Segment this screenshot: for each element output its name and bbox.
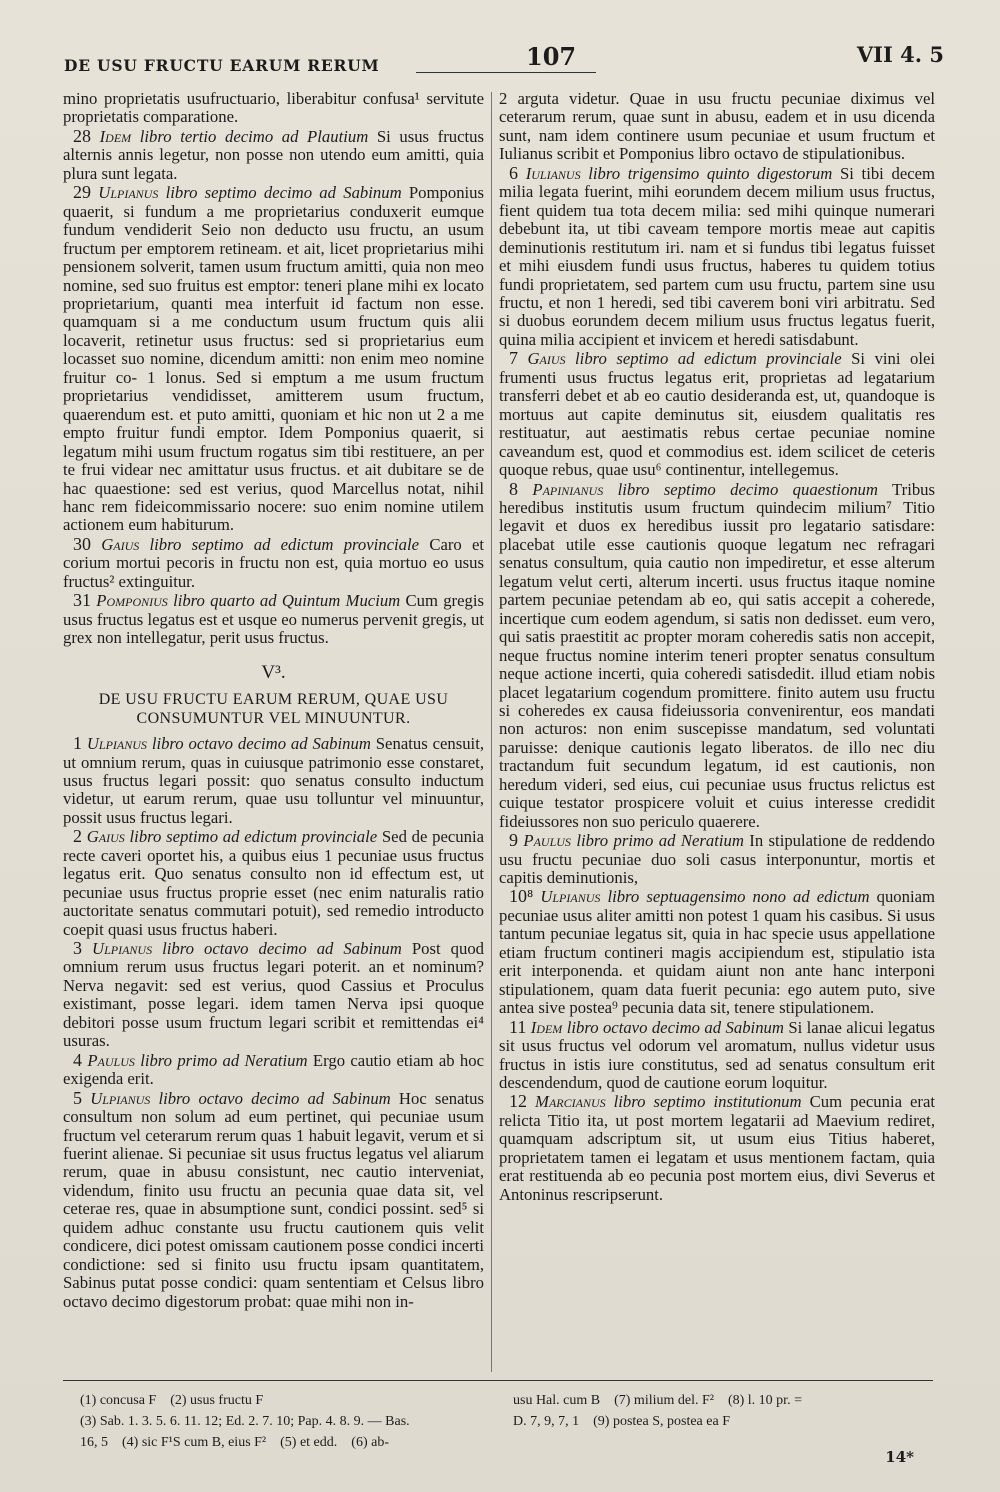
fragment-text: Cum pecunia erat relicta Titio ita, ut post mortem legatarii ad Maevium rediret, quamquam adscriptum sit, ut usum eius Titius haberet, proprietatem tamen ei legatam et usus mentionem factam, quia erat restituenda ab eo pecunia post mortem eius, divi Severus et Antoninus rescripserunt. [499,1092,936,1204]
fragment-text: Ergo cautio etiam ab hoc exigenda erit. [63,1050,485,1089]
fragment-author: Papinianus [532,479,604,499]
fragment [63,183,484,535]
fragment-number: 8 [509,478,518,499]
fragment-text: In stipulatione de reddendo usu fructu pecuniae duo soli casus interponuntur, mortis et capitis deminutionis, [499,831,936,888]
footnote: (8) l. 10 pr. = [727,1393,802,1408]
fragment-source: libro septimo decimo quaestionum [617,479,878,499]
fragment-text: Si lanae alicui legatus sit usus fructus vel odorum vel aromatum, nullus videtur usus fructus in istis iure constitutus, sed ad senatus consultum erit descendendum, quod de cautione eorum loquitur. [499,1017,936,1093]
fragment [499,164,935,350]
fragment-text: Senatus censuit, ut omnium rerum, quas in cuiusque patrimonio esse constaret, usus fructus legari possit: quo senatus consulto inductum videtur, ut earum rerum, quae usu tolluntur vel minuuntur, possit usus fructus legari. [63,734,485,827]
fragment-source: libro septimo ad edictum provinciale [129,827,378,847]
footnote: (2) usus fructu F [170,1393,264,1408]
fragment-author: Idem [99,126,132,146]
fragment-number: 2 [73,826,82,847]
fragment-source: libro primo ad Neratium [576,831,744,851]
fragment-author: Marcianus [535,1092,606,1112]
footnote: (3) Sab. 1. 3. 5. 6. 11. 12; Ed. 2. 7. 10; Pap. 4. 8. 9. — Bas. [80,1414,410,1429]
footnotes-left [80,1390,490,1453]
fragment [499,480,935,832]
fragment-source: libro septimo decimo ad Sabinum [165,183,402,203]
header-rule [416,72,596,73]
fragment-author: Iulianus [525,163,581,183]
fragment-text: Si usus fructus alternis annis legetur, non posse non utendo eum amitti, quia plura sunt legata. [63,126,484,183]
footnote-line [80,1390,490,1411]
fragment [63,939,484,1051]
fragment-author: Paulus [87,1050,135,1070]
fragment-text: Si vini olei frumenti usus fructus legatus erit, proprietas ad legatarium transferri debet et ab eo cautio desideranda est, ut, quandoque is mortuus aut capite deminutus sit, eiusdem qualitatis res restituatur, aut aestimatis rebus certae pecuniae nomine caveandum est, quod et commodius est. idem scilicet de ceteris quoque rebus, quae usu⁶ continentur, intellegemus. [499,349,936,480]
page-number: 107 [526,42,577,71]
left-column [63,90,484,1311]
footnote: (7) milium del. F² [614,1393,714,1408]
fragment-author: Gaius [86,827,125,847]
fragment-number: 10⁸ [509,886,534,907]
fragment-source: libro septimo institutionum [613,1092,802,1112]
fragment-number: 9 [509,830,518,851]
fragment-number: 4 [73,1049,82,1070]
fragment-number: 5 [73,1087,82,1108]
fragment-text: Post quod omnium rerum usus fructus legari poterit. an et nominum? Nerva negavit: sed est verius, quod Cassius et Proculus existimant, posse legari. idem tamen Nerva ipsi quoque debitori posse usum fructum legari scribit et remittendas ei⁴ usuras. [63,939,485,1051]
fragment-number: 29 [73,182,91,203]
section-number: V³. [261,661,286,683]
fragment [499,349,935,479]
fragment [63,591,484,647]
fragment-source: libro septuagensimo nono ad edictum [607,887,870,907]
fragment-text: Sed de pecunia recte caveri oportet his, a quibus eius 1 pecuniae usus fructus legatus erit. Quo senatus consulto non id effectum est, ut pecuniae usus fructus proprie esset (nec enim naturalis ratio auctoritate senatus commutari potuit), sed remedio introducto coepit quasi usus fructus haberi. [63,827,485,939]
signature-mark: 14* [885,1448,914,1466]
fragment-source: libro octavo decimo ad Sabinum [151,734,371,754]
fragment-number: 6 [509,162,518,183]
footnote: (4) sic F¹S cum B, eius F² [122,1435,267,1450]
paragraph-continuation: mino proprietatis usufructuario, liberabitur confusa¹ servitute proprietatis comparatione. [63,89,484,127]
fragment-author: Paulus [523,831,571,851]
footnote: (5) et edd. [280,1435,338,1450]
fragment-text: Si tibi decem milia legata fuerint, mihi eorundem decem milium usus fructus, fient quidem tua tota decem milia: sed mihi quinque numerari debebunt ita, ut tibi caveam tempore mortis meae aut capitis deminutionis restitutum iri. nam et si fundus tibi legatus fuisset et mihi eiusdem fundi usus fructus, haberes tu quidem totius fundi proprietatem, sed partem cum usu fructu, partem sine usu fructu, et non 1 heredi, sed tibi caverem boni viri arbitratu. Sed si duobus eorundem decem milium usus fructus legatus fuerit, quina milia accipient et invicem et heredi satisdabunt. [499,163,936,349]
fragment-source: libro quarto ad Quintum Mucium [173,591,401,611]
paragraph-continuation: 2 arguta videtur. Quae in usu fructu pecuniae diximus vel ceterarum rerum, quae sunt in abusu, eadem et in usu dicenda sunt, nam idem continere usum pecuniae et usum fructum et Iulianus scribit et Pomponius libro octavo de stipulationibus. [499,89,935,164]
fragment-number: 11 [509,1016,527,1037]
fragment-text: Hoc senatus consultum non solum ad eum pertinet, qui pecuniae usum fructum vel ceterarum rerum quas 1 habuit legavit, verum et si fuerint alienae. Si pecuniae sit usus fructus legatus vel aliarum rerum, quae in abusu consistunt, nec cautio interveniat, videndum, finito usu fructu an pecunia quae data sit, vel ceterae res, quae in absumptione sunt, condici possint. sed⁵ si quidem adhuc constante usu fructu cautionem quis velit condicere, dici potest omissam cautionem posse condici incerti condictione: sed si finito usu fructu ipsam quantitatem, Sabinus putat posse condici: quam sententiam et Celsus libro octavo decimo digestorum probat: quae mihi non in- [63,1088,485,1311]
footnote: 16, 5 [80,1435,108,1450]
fragment [499,887,935,1017]
footnote: usu Hal. cum B [513,1393,601,1408]
fragment-source: libro septimo ad edictum provinciale [575,349,842,369]
fragment [63,535,484,591]
fragment [499,1092,935,1204]
footnote-line [513,1390,943,1411]
fragment [63,734,484,827]
fragment-author: Ulpianus [98,183,159,203]
footnote: (9) postea S, postea ea F [593,1414,730,1429]
fragment [63,127,484,183]
fragment [499,831,935,887]
fragment-author: Ulpianus [86,734,147,754]
fragment-author: Ulpianus [540,887,601,907]
fragment-author: Gaius [527,349,566,369]
fragment-source: libro primo ad Neratium [140,1050,308,1070]
fragment-source: libro trigensimo quinto digestorum [588,163,833,183]
fragment-number: 30 [73,533,91,554]
section-title: DE USU FRUCTU EARUM RERUM, QUAE USU CONSUMUNTUR VEL MINUUNTUR. [98,691,449,728]
footnotes-right [513,1390,943,1432]
fragment [63,1089,484,1311]
fragment [63,1051,484,1089]
fragment-source: libro octavo decimo ad Sabinum [162,939,402,959]
fragment-number: 3 [73,938,82,959]
fragment [63,827,484,939]
footnote: D. 7, 9, 7, 1 [513,1414,580,1429]
fragment-number: 1 [73,733,82,754]
column-divider [491,92,492,1372]
fragment-author: Gaius [101,534,140,554]
fragment [499,1018,935,1093]
fragment-number: 31 [73,590,91,611]
fragment-author: Pomponius [96,591,168,611]
header-title: DE USU FRUCTU EARUM RERUM [64,56,380,75]
fragment-source: libro octavo decimo ad Sabinum [566,1017,784,1037]
footnote-line [80,1411,490,1432]
fragment-text: Tribus heredibus institutis usum fructum quindecim milium⁷ Titio legavit et duos ex heredibus iussit pro legatario satisdare: placebat utile esse cautionis quoque legatum nec refragari senatus consultum, quia cautio non impediretur, et esse alterum legatum velut certi, alterum incerti. usus fructus itaque nomine partem pecuniae petendam ab eo, qui satis accepit a coherede, incertique cum eodem agendum, si satis non dedisset. eum vero, qui satis praestitit ac propter moram coheredis satis non accepit, neque fructus nomine interim teneri propter senatus consultum neque actione incerti, quia coheredi satisdedit. illud etiam nobis placet legatarium cogendum promittere. finito autem usu fructu si coheredes ex causa fideiussoria convenirentur, eos mandati non acturos: non enim suscepisse mandatum, sed voluntati paruisse: denique cautionis legato liberatos. de illo nec diu tractandum fuit secundum legatum, id est cautionis, non heredum videri, sed eius, cui pecuniae usus fructus relictus est cuique testator prospicere voluit et cuius interesse credidit fideiussores non suo periculo quaerere. [499,479,936,831]
fragment-source: libro octavo decimo ad Sabinum [158,1088,391,1108]
right-column [499,90,935,1204]
fragment-number: 7 [509,348,518,369]
fragment-author: Ulpianus [92,939,153,959]
fragment-text: Cum gregis usus fructus legatus est et usque eo numerus pervenit gregis, ut grex non intellegatur, perit usus fructus. [63,591,484,648]
fragment-source: libro septimo ad edictum provinciale [149,534,420,554]
fragment-text: quoniam pecuniae usus aliter amitti non potest 1 quam his casibus. Si usus tantum pecuniae legatus sit, quia in hac specie usus appellatione etiam fructum contineri magis accipiendum est, stipulatio ista erit interponenda. et quidam aiunt non ante hanc interponi stipulationem, quam data fuerit pecunia: ego autem puto, sive antea sive postea⁹ pecunia data sit, tenere stipulationem. [499,887,935,1018]
running-header [64,42,944,78]
fragment-text: Caro et corium mortui pecoris in fructu non est, quia mortuo eo usus fructus² extinguitur. [63,534,485,591]
fragment-number: 12 [509,1091,527,1112]
fragment-source: libro tertio decimo ad Plautium [139,126,369,146]
footnote: (6) ab- [351,1435,389,1450]
footnote-line [80,1432,490,1453]
footnote-rule [63,1380,933,1381]
fragment-author: Ulpianus [90,1088,151,1108]
fragment-author: Idem [530,1017,563,1037]
footnote-line [513,1411,943,1432]
fragment-number: 28 [73,125,91,146]
footnote: (1) concusa F [80,1393,157,1408]
fragment-text: Pomponius quaerit, si fundum a me proprietarius conduxerit eumque fundum vendiderit Seio non deducto usu fructu, an usum fructum per emptorem retineam. et ait, licet proprietarius mihi pensionem solverit, tamen usum fructum amitti, quia non meo nomine, sed suo fruitus est emptor: teneri plane mihi ex locato proprietarium, quanti mea interfuit id factum non esse. quamquam si a me conductum usum fructum quis alii locaverit, retinetur usus fructus: sed si proprietarius eum locasset suo nomine, dicendum amitti: non enim meo nomine fruitur co- 1 lonus. Sed si emptum a me usum fructum proprietarius vendidisset, amitterem usum fructum, quaerendum est. et puto amitti, quoniam et hic non ut 2 a me empto fruitur fundi emptor. Idem Pomponius quaerit, si legatum mihi usum fructum rogatus sim tibi restituere, an per te frui videar nec amittatur usus fructus. et ait dubitare se de hac quaestione: sed est verius, quod Marcellus notat, nihil hanc rem fideicommissario nocere: suo enim nomine utilem actionem eum habiturum. [63,183,485,535]
header-reference: VII 4. 5 [856,42,944,67]
